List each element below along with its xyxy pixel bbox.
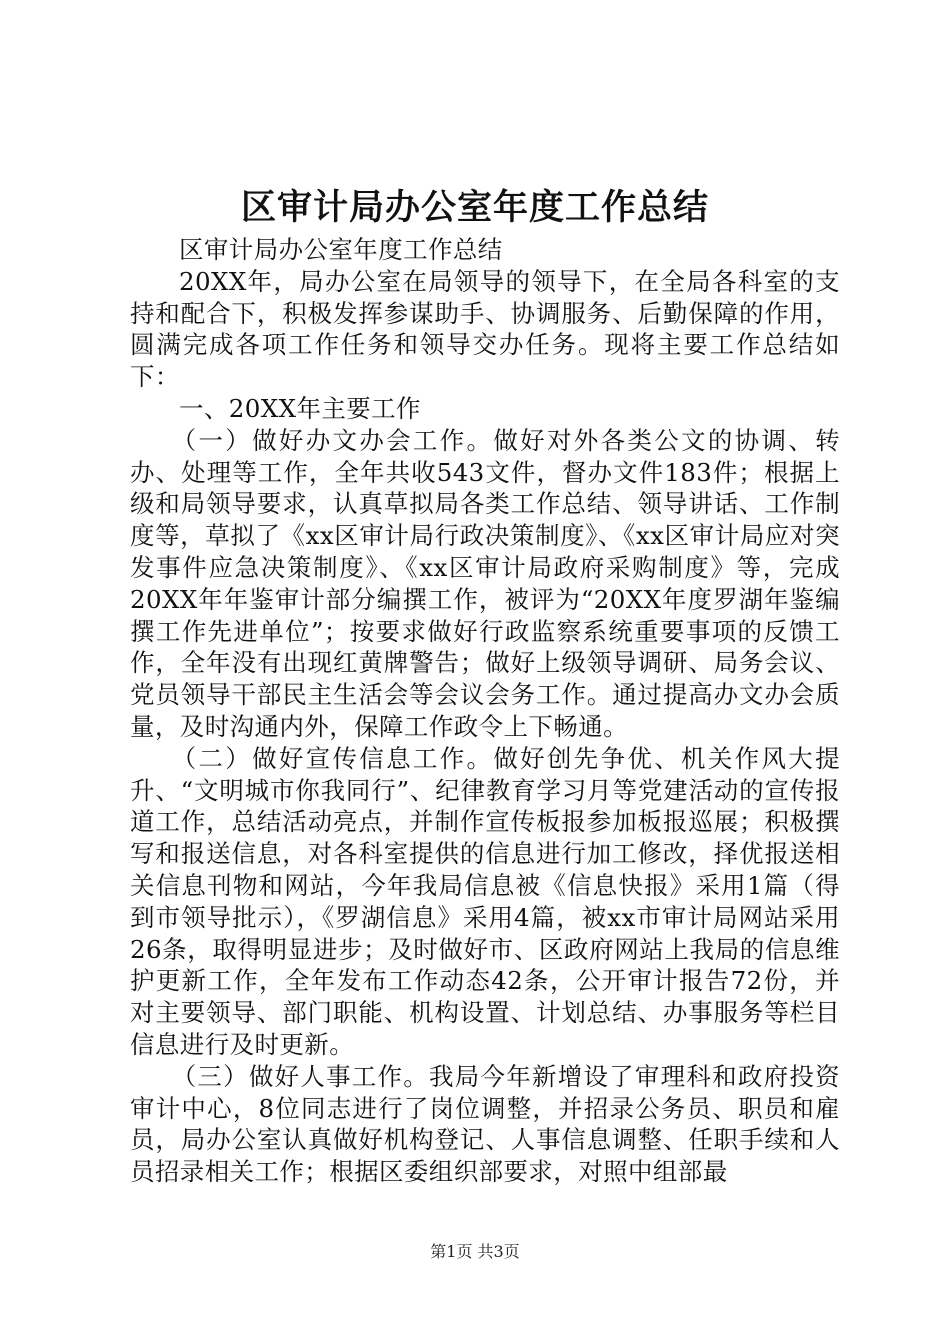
item-paragraph-1: （一）做好办文办会工作。做好对外各类公文的协调、转办、处理等工作，全年共收543文件，督办文件183件；根据上级和局领导要求，认真草拟局各类工作总结、领导讲话、工作制度等，草拟了《xx区审计局行政决策制度》、《xx区审计局应对突发事件应急决策制度》、《xx区审计局政府采购制度》等，完成20XX年年鉴审计部分编撰工作，被评为“20XX年度罗湖年鉴编撰工作先进单位”；按要求做好行政监察系统重要事项的反馈工作，全年没有出现红黄牌警告；做好上级领导调研、局务会议、党员领导干部民主生活会等会议会务工作。通过提高办文办会质量，及时沟通内外，保障工作政令上下畅通。 (130, 425, 840, 741)
item-paragraph-3: （三）做好人事工作。我局今年新增设了审理科和政府投资审计中心，8位同志进行了岗位调整，并招录公务员、职员和雇员，局办公室认真做好机构登记、人事信息调整、任职手续和人员招录相关工作；根据区委组织部要求，对照中组部最 (130, 1061, 840, 1187)
subtitle-paragraph: 区审计局办公室年度工作总结 (179, 235, 503, 264)
document-body (130, 234, 840, 1188)
page-footer: 第1页 共3页 (430, 1242, 520, 1261)
item-paragraph-2: （二）做好宣传信息工作。做好创先争优、机关作风大提升、“文明城市你我同行”、纪律教育学习月等党建活动的宣传报道工作，总结活动亮点，并制作宣传板报参加板报巡展；积极撰写和报送信息，对各科室提供的信息进行加工修改，择优报送相关信息刊物和网站，今年我局信息被《信息快报》采用1篇（得到市领导批示），《罗湖信息》采用4篇，被xx市审计局网站采用26条，取得明显进步；及时做好市、区政府网站上我局的信息维护更新工作，全年发布工作动态42条，公开审计报告72份，并对主要领导、部门职能、机构设置、计划总结、办事服务等栏目信息进行及时更新。 (130, 743, 840, 1059)
intro-paragraph: 20XX年，局办公室在局领导的领导下，在全局各科室的支持和配合下，积极发挥参谋助手、协调服务、后勤保障的作用，圆满完成各项工作任务和领导交办任务。现将主要工作总结如下： (130, 266, 840, 392)
section-heading: 一、20XX年主要工作 (179, 393, 421, 423)
document-title: 区审计局办公室年度工作总结 (240, 188, 709, 228)
